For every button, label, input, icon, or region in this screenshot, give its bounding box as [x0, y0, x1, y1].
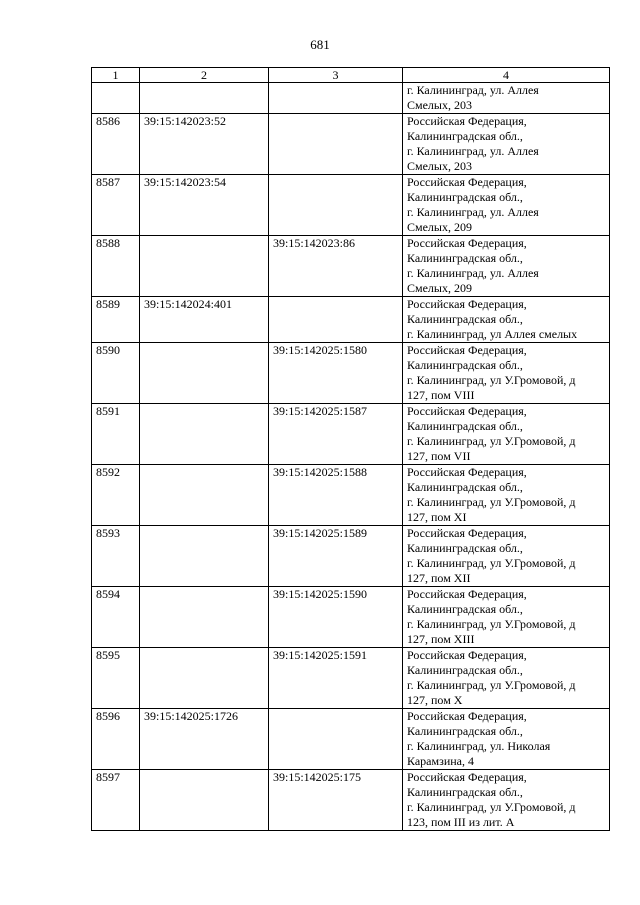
column-header-2: 2	[140, 68, 269, 83]
address-line: г. Калининград, ул У.Громовой, д	[407, 495, 576, 509]
address-line: Российская Федерация,	[407, 465, 527, 479]
address-line: Российская Федерация,	[407, 648, 527, 662]
row-number-cell: 8592	[92, 465, 140, 526]
row-number-cell: 8587	[92, 175, 140, 236]
address-line: 127, пом VIII	[407, 388, 475, 402]
address-line: 127, пом VII	[407, 449, 471, 463]
address-line: Российская Федерация,	[407, 770, 527, 784]
row-number-cell: 8590	[92, 343, 140, 404]
row-number-cell: 8588	[92, 236, 140, 297]
address-line: Калининградская обл.,	[407, 251, 523, 265]
premises-cadastral-number-cell	[269, 83, 403, 114]
address-line: Калининградская обл.,	[407, 785, 523, 799]
table-row	[92, 770, 610, 831]
address-line: 127, пом X	[407, 693, 463, 707]
address-line: Калининградская обл.,	[407, 129, 523, 143]
premises-cadastral-number-cell: 39:15:142025:1580	[269, 343, 403, 404]
table-row	[92, 648, 610, 709]
row-number-cell: 8595	[92, 648, 140, 709]
address-cell	[403, 114, 610, 175]
table-row	[92, 114, 610, 175]
table-row	[92, 83, 610, 114]
premises-cadastral-number-cell: 39:15:142025:1588	[269, 465, 403, 526]
address-line: Калининградская обл.,	[407, 602, 523, 616]
address-line: Российская Федерация,	[407, 297, 527, 311]
address-line: Калининградская обл.,	[407, 541, 523, 555]
address-line: Калининградская обл.,	[407, 724, 523, 738]
address-cell	[403, 526, 610, 587]
address-line: Российская Федерация,	[407, 175, 527, 189]
address-line: Калининградская обл.,	[407, 190, 523, 204]
address-line: 127, пом XI	[407, 510, 467, 524]
address-line: Российская Федерация,	[407, 404, 527, 418]
address-line: 123, пом III из лит. А	[407, 815, 515, 829]
row-number-cell: 8596	[92, 709, 140, 770]
row-number-cell: 8591	[92, 404, 140, 465]
cadastral-number-cell	[140, 343, 269, 404]
premises-cadastral-number-cell: 39:15:142023:86	[269, 236, 403, 297]
address-line: г. Калининград, ул У.Громовой, д	[407, 678, 576, 692]
address-line: Карамзина, 4	[407, 754, 475, 768]
cadastral-number-cell	[140, 770, 269, 831]
address-line: г. Калининград, ул У.Громовой, д	[407, 617, 576, 631]
cadastral-number-cell: 39:15:142023:54	[140, 175, 269, 236]
address-line: Российская Федерация,	[407, 236, 527, 250]
cadastral-number-cell	[140, 465, 269, 526]
address-cell	[403, 175, 610, 236]
table-body	[92, 83, 610, 831]
address-cell	[403, 343, 610, 404]
table-row	[92, 175, 610, 236]
address-cell	[403, 709, 610, 770]
table-header-row	[92, 68, 610, 83]
address-line: 127, пом XIII	[407, 632, 475, 646]
address-line: Калининградская обл.,	[407, 663, 523, 677]
table-row	[92, 709, 610, 770]
row-number-cell: 8594	[92, 587, 140, 648]
address-line: Калининградская обл.,	[407, 358, 523, 372]
address-cell	[403, 587, 610, 648]
address-line: Российская Федерация,	[407, 526, 527, 540]
cadastral-number-cell	[140, 404, 269, 465]
table-row	[92, 404, 610, 465]
table-row	[92, 526, 610, 587]
address-line: Калининградская обл.,	[407, 312, 523, 326]
cadastral-number-cell	[140, 526, 269, 587]
address-line: 127, пом XII	[407, 571, 471, 585]
address-line: Смелых, 203	[407, 98, 472, 112]
table-row	[92, 297, 610, 343]
address-line: г. Калининград, ул У.Громовой, д	[407, 556, 576, 570]
address-line: Российская Федерация,	[407, 587, 527, 601]
column-header-3: 3	[269, 68, 403, 83]
address-line: Российская Федерация,	[407, 114, 527, 128]
row-number-cell: 8597	[92, 770, 140, 831]
premises-cadastral-number-cell	[269, 297, 403, 343]
address-line: Российская Федерация,	[407, 343, 527, 357]
cadastral-number-cell: 39:15:142023:52	[140, 114, 269, 175]
row-number-cell	[92, 83, 140, 114]
premises-cadastral-number-cell	[269, 114, 403, 175]
address-line: Калининградская обл.,	[407, 419, 523, 433]
address-cell	[403, 404, 610, 465]
address-cell	[403, 236, 610, 297]
page-number: 681	[310, 37, 330, 52]
cadastral-number-cell: 39:15:142025:1726	[140, 709, 269, 770]
address-cell	[403, 297, 610, 343]
address-line: Российская Федерация,	[407, 709, 527, 723]
premises-cadastral-number-cell: 39:15:142025:175	[269, 770, 403, 831]
row-number-cell: 8589	[92, 297, 140, 343]
table-row	[92, 465, 610, 526]
premises-cadastral-number-cell: 39:15:142025:1591	[269, 648, 403, 709]
cadastral-number-cell	[140, 648, 269, 709]
address-line: Смелых, 203	[407, 159, 472, 173]
table-row	[92, 343, 610, 404]
address-cell	[403, 648, 610, 709]
table-row	[92, 587, 610, 648]
address-line: г. Калининград, ул Аллея смелых	[407, 327, 578, 341]
address-line: г. Калининград, ул. Аллея	[407, 83, 539, 97]
column-header-1: 1	[92, 68, 140, 83]
address-line: г. Калининград, ул. Аллея	[407, 205, 539, 219]
address-line: г. Калининград, ул У.Громовой, д	[407, 800, 576, 814]
address-cell	[403, 465, 610, 526]
address-line: г. Калининград, ул У.Громовой, д	[407, 373, 576, 387]
address-line: г. Калининград, ул. Аллея	[407, 144, 539, 158]
premises-cadastral-number-cell: 39:15:142025:1589	[269, 526, 403, 587]
address-line: Смелых, 209	[407, 220, 472, 234]
address-line: г. Калининград, ул. Аллея	[407, 266, 539, 280]
row-number-cell: 8593	[92, 526, 140, 587]
address-line: г. Калининград, ул У.Громовой, д	[407, 434, 576, 448]
cadastral-number-cell	[140, 236, 269, 297]
address-cell	[403, 83, 610, 114]
premises-cadastral-number-cell: 39:15:142025:1590	[269, 587, 403, 648]
premises-cadastral-number-cell	[269, 709, 403, 770]
row-number-cell: 8586	[92, 114, 140, 175]
address-line: Смелых, 209	[407, 281, 472, 295]
address-line: Калининградская обл.,	[407, 480, 523, 494]
table-row	[92, 236, 610, 297]
cadastral-number-cell: 39:15:142024:401	[140, 297, 269, 343]
column-header-4: 4	[403, 68, 610, 83]
premises-cadastral-number-cell	[269, 175, 403, 236]
cadastral-number-cell	[140, 83, 269, 114]
address-cell	[403, 770, 610, 831]
registry-table	[91, 67, 610, 831]
address-line: г. Калининград, ул. Николая	[407, 739, 551, 753]
premises-cadastral-number-cell: 39:15:142025:1587	[269, 404, 403, 465]
cadastral-number-cell	[140, 587, 269, 648]
